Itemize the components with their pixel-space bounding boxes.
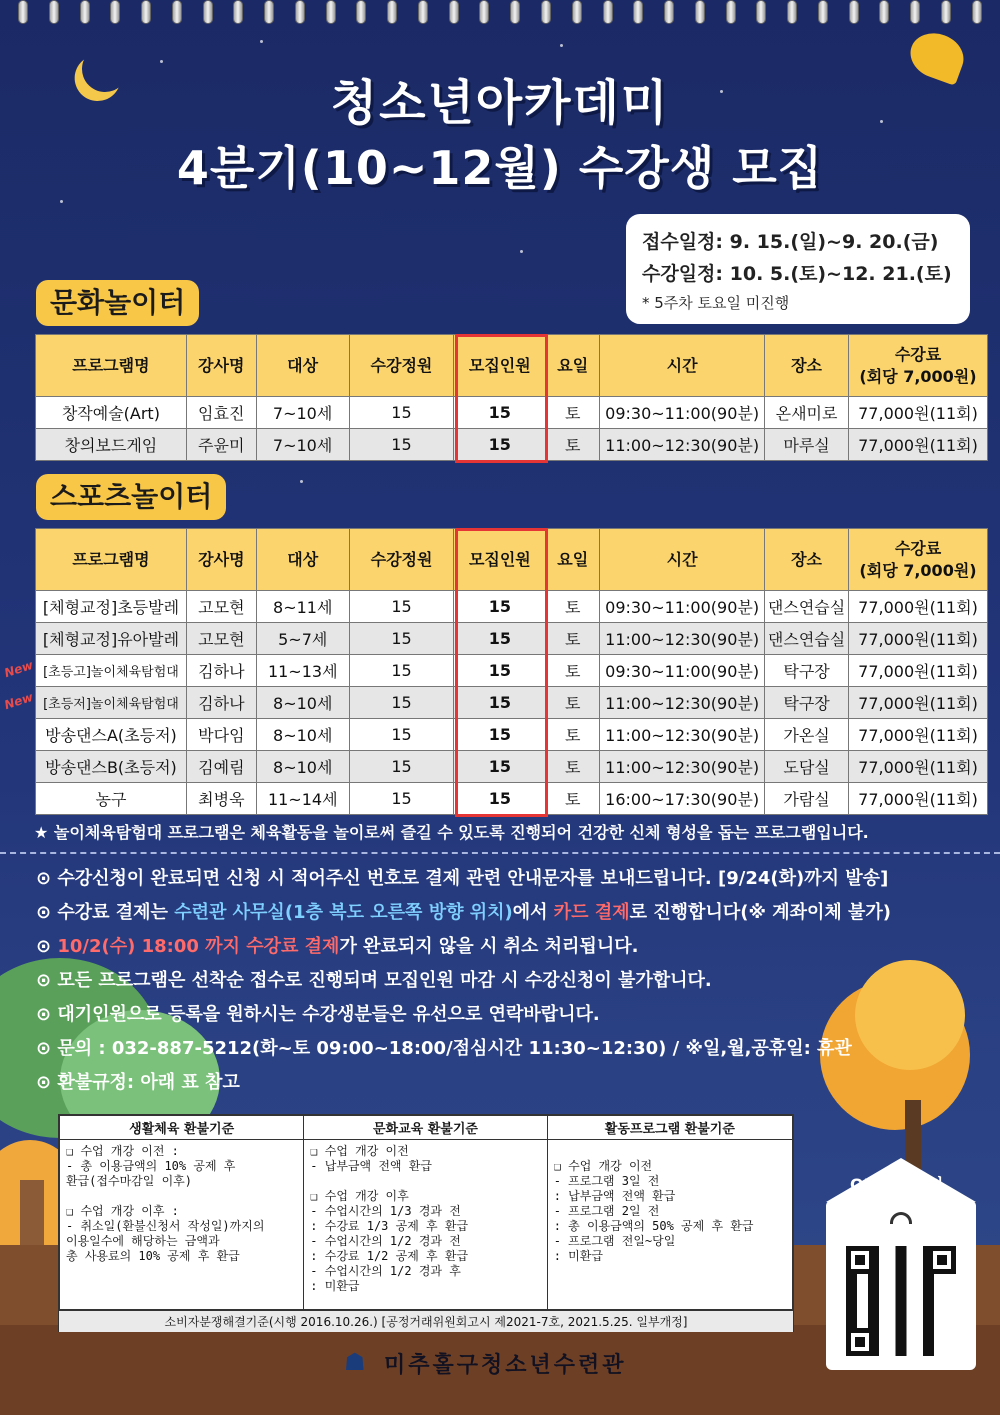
col-recruit: 모집인원 <box>454 529 546 591</box>
table-cell: 박다임 <box>186 719 256 751</box>
table-cell: 탁구장 <box>765 687 849 719</box>
refund-line: ❑ 수업 개강 이전 : <box>66 1144 179 1158</box>
table-cell: 토 <box>546 687 600 719</box>
reception-period: 접수일정: 9. 15.(일)~9. 20.(금) <box>642 231 939 253</box>
refund-line <box>66 1189 297 1204</box>
table-cell: 주윤미 <box>186 429 256 461</box>
table-cell: 댄스연습실 <box>765 591 849 623</box>
refund-line: : 수강료 1/3 공제 후 환급 <box>310 1219 469 1233</box>
table-cell: 8~10세 <box>256 687 349 719</box>
table-row <box>36 429 988 461</box>
bullet-first-come: ⊙ 모든 프로그램은 선착순 접수로 진행되며 모집인원 마감 시 수강신청이 불가합니다. <box>36 970 712 991</box>
table-cell: 11:00~12:30(90분) <box>600 623 765 655</box>
table-cell: 15 <box>349 429 454 461</box>
refund-line: - 수업시간의 1/2 경과 전 <box>310 1234 461 1248</box>
refund-line <box>554 1144 786 1159</box>
table-cell: 11:00~12:30(90분) <box>600 429 765 461</box>
col-time: 시간 <box>600 335 765 397</box>
refund-cell-sports <box>60 1140 304 1310</box>
table-cell: 8~10세 <box>256 719 349 751</box>
table-cell: 77,000원(11회) <box>849 751 988 783</box>
table-row <box>36 719 988 751</box>
table-row <box>36 783 988 815</box>
table-cell: 김하나 <box>186 655 256 687</box>
table-cell: 8~11세 <box>256 591 349 623</box>
title-line2: 4분기(10~12월) 수강생 모집 <box>176 141 824 195</box>
col-capacity: 수강정원 <box>349 529 454 591</box>
table-cell: 탁구장 <box>765 655 849 687</box>
table-cell: 15 <box>349 623 454 655</box>
refund-line: 이용일수에 해당하는 금액과 <box>66 1234 220 1248</box>
bullet-payment-sms: ⊙ 수강신청이 완료되면 신청 시 적어주신 번호로 결제 관련 안내문자를 보내드립니다. [9/24(화)까지 발송] <box>36 868 889 889</box>
table-cell: 15 <box>349 719 454 751</box>
col-target: 대상 <box>256 335 349 397</box>
table-cell: 5~7세 <box>256 623 349 655</box>
refund-cell-activity <box>547 1140 792 1310</box>
table-cell: 11:00~12:30(90분) <box>600 751 765 783</box>
refund-header-activity: 활동프로그램 환불기준 <box>547 1116 792 1140</box>
sports-table <box>35 528 988 815</box>
col-program: 프로그램명 <box>36 529 187 591</box>
table-cell: 토 <box>546 429 600 461</box>
table-cell: 15 <box>454 783 546 815</box>
table-header-row <box>36 529 988 591</box>
binder-rings <box>0 0 1000 26</box>
table-cell: 11:00~12:30(90분) <box>600 719 765 751</box>
refund-line: - 프로그램 전일~당일 <box>553 1234 676 1248</box>
table-cell: 토 <box>546 655 600 687</box>
refund-line: - 수업시간의 1/3 경과 전 <box>310 1204 461 1218</box>
table-cell: 창의보드게임 <box>36 429 187 461</box>
table-row <box>36 591 988 623</box>
table-cell: 8~10세 <box>256 751 349 783</box>
info-bullets <box>36 862 891 1100</box>
qr-frame <box>826 1158 976 1202</box>
table-cell: 댄스연습실 <box>765 623 849 655</box>
table-cell: 15 <box>349 687 454 719</box>
refund-line: - 수업시간의 1/2 경과 후 <box>310 1264 461 1278</box>
table-cell: 15 <box>349 783 454 815</box>
table-cell: 77,000원(11회) <box>849 591 988 623</box>
new-badge: New <box>2 689 35 713</box>
bullet-contact: ⊙ 문의 : 032-887-5212(화~토 09:00~18:00/점심시간 11:30~12:30) / ※일,월,공휴일: 휴관 <box>36 1038 852 1059</box>
col-day: 요일 <box>546 529 600 591</box>
table-cell: 창작예술(Art) <box>36 397 187 429</box>
col-day: 요일 <box>546 335 600 397</box>
table-cell: [체형교정]유아발레 <box>36 623 187 655</box>
table-row <box>36 687 988 719</box>
table-row <box>36 397 988 429</box>
table-cell: 15 <box>349 591 454 623</box>
table-cell: 도담실 <box>765 751 849 783</box>
refund-line: ❑ 수업 개강 이후 : <box>66 1204 179 1218</box>
table-cell: 7~10세 <box>256 429 349 461</box>
course-period: 수강일정: 10. 5.(토)~12. 21.(토) <box>642 263 952 285</box>
refund-line: : 수강료 1/2 공제 후 환급 <box>310 1249 469 1263</box>
culture-section-label: 문화놀이터 <box>36 280 199 326</box>
table-cell: 11~13세 <box>256 655 349 687</box>
table-cell: 15 <box>349 397 454 429</box>
table-cell: [초등저]놀이체육탐험대 <box>36 687 187 719</box>
table-cell: 마루실 <box>765 429 849 461</box>
table-cell: 고모현 <box>186 623 256 655</box>
table-cell: 09:30~11:00(90분) <box>600 591 765 623</box>
table-cell: 11~14세 <box>256 783 349 815</box>
refund-line: - 취소일(환불신청서 작성일)까지의 <box>66 1219 265 1233</box>
col-capacity: 수강정원 <box>349 335 454 397</box>
table-cell: 토 <box>546 397 600 429</box>
table-cell: [초등고]놀이체육탐험대 <box>36 655 187 687</box>
new-badge: New <box>2 657 35 681</box>
refund-line: - 총 이용금액의 10% 공제 후 <box>66 1159 236 1173</box>
table-cell: [체형교정]초등발레 <box>36 591 187 623</box>
refund-table <box>58 1114 794 1332</box>
table-cell: 고모현 <box>186 591 256 623</box>
refund-line: : 미환급 <box>553 1249 603 1263</box>
table-cell: 15 <box>454 655 546 687</box>
table-cell: 09:30~11:00(90분) <box>600 655 765 687</box>
table-cell: 토 <box>546 623 600 655</box>
table-cell: 김예림 <box>186 751 256 783</box>
col-place: 장소 <box>765 529 849 591</box>
program-note: ★ 놀이체육탐험대 프로그램은 체육활동을 놀이로써 즐길 수 있도록 진행되어 건강한 신체 형성을 돕는 프로그램입니다. <box>34 823 869 842</box>
refund-cell-culture <box>304 1140 547 1310</box>
col-instructor: 강사명 <box>186 335 256 397</box>
table-cell: 15 <box>454 751 546 783</box>
refund-line: ❑ 수업 개강 이전 <box>553 1159 653 1173</box>
organization-logo-text: 미추홀구청소년수련관 <box>384 1353 627 1378</box>
table-cell: 가온실 <box>765 719 849 751</box>
bullet-waitlist: ⊙ 대기인원으로 등록을 원하시는 수강생분들은 유선으로 연락바랍니다. <box>36 1004 600 1025</box>
table-cell: 15 <box>454 591 546 623</box>
col-time: 시간 <box>600 529 765 591</box>
table-cell: 온새미로 <box>765 397 849 429</box>
qr-label: QR 바로가기 <box>850 1175 944 1194</box>
table-row <box>36 623 988 655</box>
table-cell: 11:00~12:30(90분) <box>600 687 765 719</box>
refund-line: - 프로그램 3일 전 <box>553 1174 660 1188</box>
col-fee: 수강료 (회당 7,000원) <box>849 335 988 397</box>
col-target: 대상 <box>256 529 349 591</box>
qr-code[interactable] <box>846 1246 956 1356</box>
col-fee: 수강료 (회당 7,000원) <box>849 529 988 591</box>
table-cell: 77,000원(11회) <box>849 783 988 815</box>
title-line1: 청소년아카데미 <box>330 75 670 131</box>
bullet-deadline: ⊙ 10/2(수) 18:00 까지 수강료 결제가 완료되지 않을 시 취소 처리됩니다. <box>36 936 639 957</box>
refund-line: - 납부금액 전액 환급 <box>310 1159 432 1173</box>
table-cell: 7~10세 <box>256 397 349 429</box>
table-cell: 16:00~17:30(90분) <box>600 783 765 815</box>
table-cell: 77,000원(11회) <box>849 687 988 719</box>
refund-line: 환급(접수마감일 이후) <box>66 1174 193 1188</box>
table-cell: 09:30~11:00(90분) <box>600 397 765 429</box>
col-program: 프로그램명 <box>36 335 187 397</box>
table-cell: 15 <box>454 429 546 461</box>
table-row <box>36 655 988 687</box>
refund-header-culture: 문화교육 환불기준 <box>304 1116 547 1140</box>
divider <box>0 852 1000 854</box>
table-cell: 토 <box>546 591 600 623</box>
bullet-payment-place: ⊙ 수강료 결제는 수련관 사무실(1층 복도 오른쪽 방향 위치)에서 카드 결제로 진행합니다(※ 계좌이체 불가) <box>36 902 892 923</box>
refund-header-sports: 생활체육 환불기준 <box>60 1116 304 1140</box>
col-instructor: 강사명 <box>186 529 256 591</box>
table-cell: 77,000원(11회) <box>849 429 988 461</box>
schedule-note: * 5주차 토요일 미진행 <box>642 294 790 312</box>
schedule-box <box>626 214 970 324</box>
table-cell: 김하나 <box>186 687 256 719</box>
table-cell: 77,000원(11회) <box>849 655 988 687</box>
table-header-row <box>36 335 988 397</box>
refund-line <box>310 1174 540 1189</box>
refund-line: - 프로그램 2일 전 <box>553 1204 660 1218</box>
sports-section-label: 스포츠놀이터 <box>36 474 226 520</box>
table-cell: 임효진 <box>186 397 256 429</box>
table-cell: 15 <box>454 719 546 751</box>
refund-line: : 총 이용금액의 50% 공제 후 환급 <box>553 1219 754 1233</box>
table-cell: 15 <box>454 623 546 655</box>
bullet-refund: ⊙ 환불규정: 아래 표 참고 <box>36 1072 240 1093</box>
table-cell: 농구 <box>36 783 187 815</box>
table-cell: 77,000원(11회) <box>849 623 988 655</box>
refund-line: : 미환급 <box>310 1279 360 1293</box>
refund-line: 총 사용료의 10% 공제 후 환급 <box>66 1249 240 1263</box>
refund-footer: 소비자분쟁해결기준(시행 2016.10.26.) [공정거래위원회고시 제2021-7호, 2021.5.25. 일부개정] <box>59 1310 793 1332</box>
table-cell: 방송댄스A(초등저) <box>36 719 187 751</box>
table-cell: 가람실 <box>765 783 849 815</box>
table-cell: 토 <box>546 783 600 815</box>
table-cell: 15 <box>454 687 546 719</box>
refund-line: ❑ 수업 개강 이후 <box>310 1189 409 1203</box>
table-cell: 15 <box>454 397 546 429</box>
table-cell: 토 <box>546 751 600 783</box>
table-cell: 최병욱 <box>186 783 256 815</box>
col-recruit: 모집인원 <box>454 335 546 397</box>
refund-line: ❑ 수업 개강 이전 <box>310 1144 409 1158</box>
table-cell: 77,000원(11회) <box>849 397 988 429</box>
logo-icon: ☗ <box>344 1348 366 1376</box>
refund-line: : 납부금액 전액 환급 <box>553 1189 676 1203</box>
table-cell: 방송댄스B(초등저) <box>36 751 187 783</box>
culture-table <box>35 334 988 461</box>
table-row <box>36 751 988 783</box>
table-cell: 토 <box>546 719 600 751</box>
table-cell: 77,000원(11회) <box>849 719 988 751</box>
table-cell: 15 <box>349 751 454 783</box>
col-place: 장소 <box>765 335 849 397</box>
table-cell: 15 <box>349 655 454 687</box>
